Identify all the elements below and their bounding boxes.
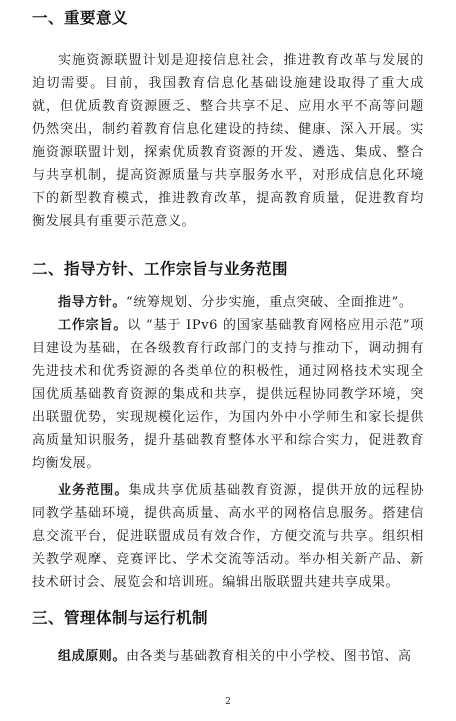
page-number: 2 — [225, 697, 231, 707]
paragraph-work-purpose — [32, 314, 424, 475]
section-heading-significance: 一、重要意义 — [32, 9, 129, 27]
section-heading-guidelines: 二、指导方针、工作宗旨与业务范围 — [32, 260, 289, 278]
paragraph-text: “统筹规划、分步实施，重点突破、全面推进”。 — [126, 295, 413, 310]
paragraph-text: 由各类与基础教育相关的中小学校、图书馆、高 — [126, 649, 412, 664]
paragraph-lead: 业务范围。 — [58, 483, 129, 498]
paragraph-business-scope — [32, 479, 424, 594]
paragraph-guiding-principle — [32, 291, 424, 314]
paragraph-lead: 组成原则。 — [58, 649, 127, 664]
section-heading-management: 三、管理体制与运行机制 — [32, 609, 209, 627]
paragraph-text: 以 “基于 IPv6 的国家基础教育网格应用示范”项目建设为基础，在各级教育行政部门的支持与推动下，调动拥有先进技术和优秀资源的各类单位的积极性，通过网格技术实现全国优质基础教育资源的集成和共享，提供远程协同教学环境，突出联盟优势，实现规模化运作，为国内外中小学师生和家长提供高质量知识服务，提升基础教育整体水平和综合实力，促进教育均衡发展。 — [32, 318, 424, 471]
paragraph-text: 集成共享优质基础教育资源，提供开放的远程协同教学基础环境，提供高质量、高水平的网格信息服务。搭建信息交流平台，促进联盟成员有效合作，方便交流与共享。组织相关教学观摩、竞赛评比、学术交流等活动。举办相关新产品、新技术研讨会、展览会和培训班。编辑出版联盟共建共享成果。 — [32, 483, 424, 590]
paragraph-composition-principle — [32, 645, 424, 668]
paragraph-text: 实施资源联盟计划是迎接信息社会，推进教育改革与发展的迫切需要。目前，我国教育信息化基础设施建设取得了重大成就，但优质教育资源匮乏、整合共享不足、应用水平不高等问题仍然突出，制约着教育信息化建设的持续、健康、深入开展。实施资源联盟计划，探索优质教育资源的开发、遴选、集成、整合与共享机制，提高资源质量与共享服务水平，对形成信息化环境下的新型教育模式，推进教育改革，提高教育质量，促进教育均衡发展具有重要示范意义。 — [32, 53, 424, 229]
paragraph-lead: 工作宗旨。 — [58, 318, 128, 333]
paragraph-significance — [32, 49, 424, 233]
paragraph-lead: 指导方针。 — [58, 295, 127, 310]
